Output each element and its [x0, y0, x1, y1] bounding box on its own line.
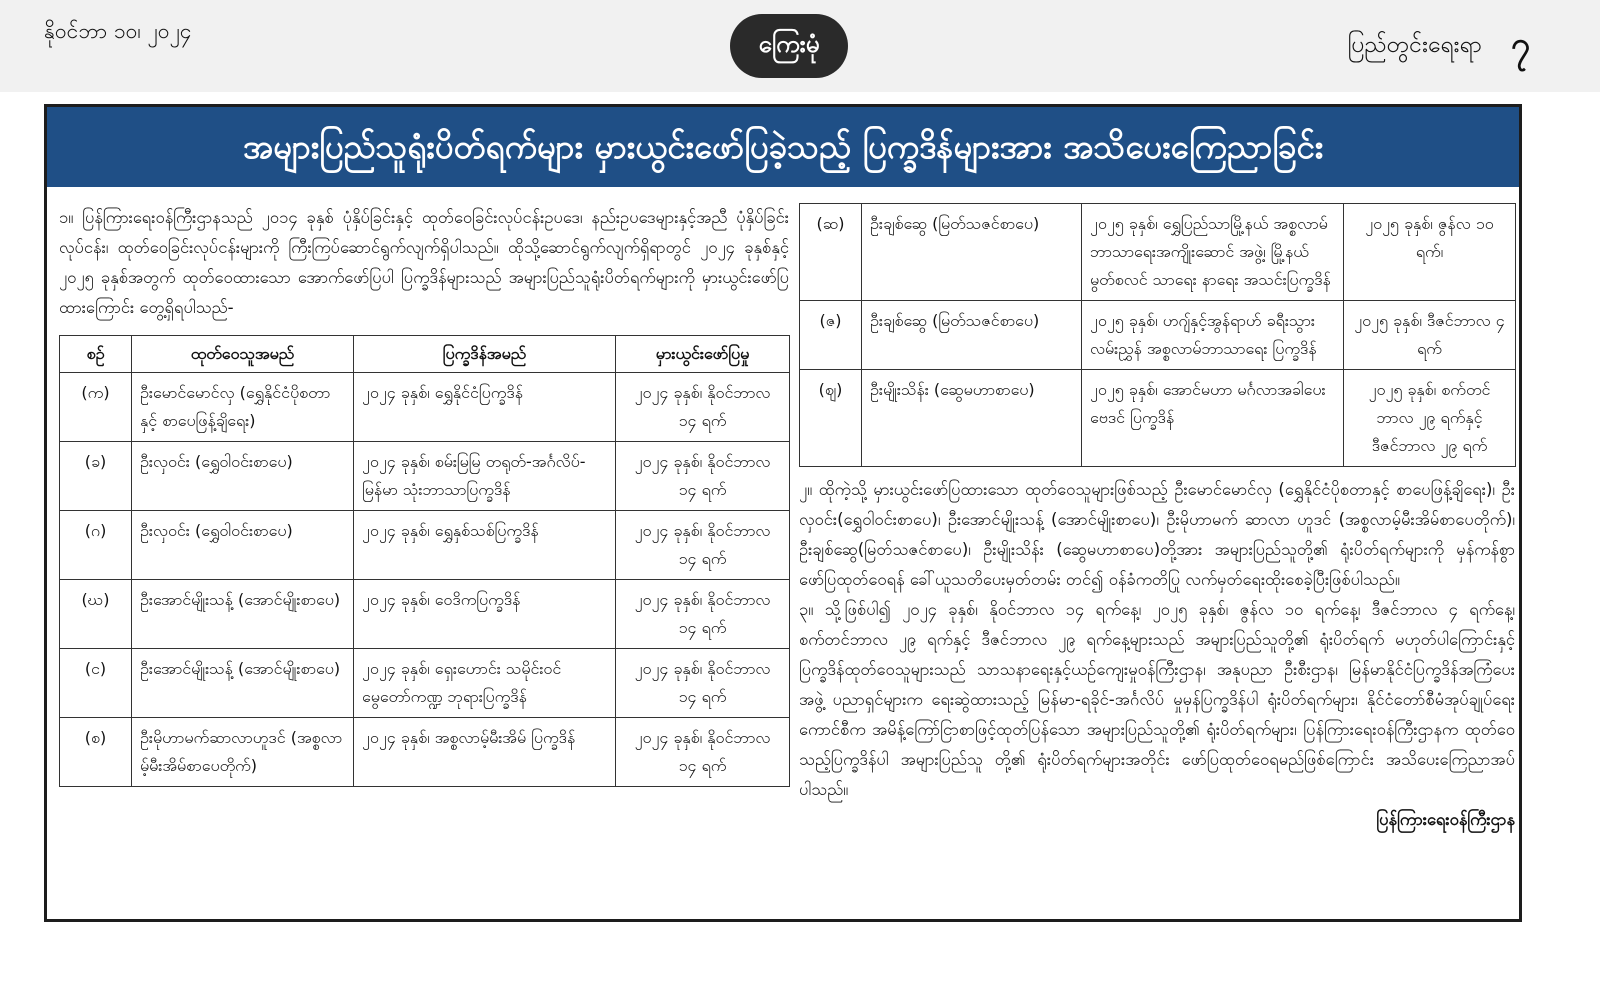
- row-no: (ဂ): [60, 511, 132, 580]
- table-row: [60, 511, 790, 580]
- calendar-error-table-continued: [799, 203, 1516, 467]
- row-error: ၂၀၂၄ ခုနှစ်၊ နိုဝင်ဘာလ ၁၄ ရက်: [616, 718, 790, 787]
- table-row: [800, 204, 1516, 301]
- row-error: ၂၀၂၄ ခုနှစ်၊ နိုဝင်ဘာလ ၁၄ ရက်: [616, 442, 790, 511]
- table-row: [60, 442, 790, 511]
- table-row: [60, 649, 790, 718]
- masthead-logo: ကြေးမုံ: [730, 14, 848, 78]
- paragraph-3: ၃။ သို့ဖြစ်ပါ၍ ၂၀၂၄ ခုနှစ်၊ နိုဝင်ဘာလ ၁၄ ရက်နေ့၊ ၂၀၂၅ ခုနှစ်၊ ဇွန်လ ၁၀ ရက်နေ့၊ ဒီဇင်ဘာလ ၄ ရက်နေ့၊ စက်တင်ဘာလ ၂၉ ရက်နှင့် ဒီဇင်ဘာလ ၂၉ ရက်နေ့များသည် အများပြည်သူတို့၏ ရုံးပိတ်ရက် မဟုတ်ပါကြောင်းနှင့် ပြက္ခဒိန်ထုတ်ဝေသူများသည် သာသနာရေးနှင့်ယဉ်ကျေးမှုဝန်ကြီးဌာန၊ အနုပညာ ဦးစီးဌာန၊ မြန်မာနိုင်ငံပြက္ခဒိန်အကြံပေးအဖွဲ့ ပညာရှင်များက ရေးဆွဲထားသည့် မြန်မာ-ရခိုင်-အင်္ဂလိပ် မှုမှန်ပြက္ခဒိန်ပါ ရုံးပိတ်ရက်များ၊ နိုင်ငံတော်စီမံအုပ်ချုပ်ရေးကောင်စီက အမိန့်ကြော်ငြာစာဖြင့်ထုတ်ပြန်သော အများပြည်သူတို့၏ ရုံးပိတ်ရက်များ၊ ပြန်ကြားရေးဝန်ကြီးဌာနက ထုတ်ဝေသည့်ပြက္ခဒိန်ပါ အများပြည်သူ တို့၏ ရုံးပိတ်ရက်များအတိုင်း ဖော်ပြထုတ်ဝေရမည်ဖြစ်ကြောင်း အသိပေးကြေညာအပ်ပါသည်။: [799, 600, 1515, 799]
- issuing-ministry-signature: ပြန်ကြားရေးဝန်ကြီးဌာန: [1376, 810, 1515, 829]
- header-error: မှားယွင်းဖော်ပြမှု: [616, 336, 790, 373]
- announcement-title: အများပြည်သူရုံးပိတ်ရက်များ မှားယွင်းဖော်ပြခဲ့သည့် ပြက္ခဒိန်များအား အသိပေးကြေညာခြင်း: [47, 107, 1519, 187]
- row-no: (င): [60, 649, 132, 718]
- row-calendar: ၂၀၂၅ ခုနှစ်၊ အောင်မဟာ မင်္ဂလာအခါပေးဗေဒင် ပြက္ခဒိန်: [1082, 370, 1344, 467]
- calendar-error-table: [59, 335, 790, 787]
- row-error: ၂၀၂၄ ခုနှစ်၊ နိုဝင်ဘာလ ၁၄ ရက်: [616, 511, 790, 580]
- section-name: ပြည်တွင်းရေးရာ: [1347, 32, 1482, 58]
- header-no: စဉ်: [60, 336, 132, 373]
- row-no: (ဆ): [800, 204, 862, 301]
- row-calendar: ၂၀၂၄ ခုနှစ်၊ အစ္စလာမ့်မီးအိမ် ပြက္ခဒိန်: [354, 718, 616, 787]
- row-error: ၂၀၂၅ ခုနှစ်၊ စက်တင် ဘာလ ၂၉ ရက်နှင့် ဒီဇင်ဘာလ ၂၉ ရက်: [1344, 370, 1516, 467]
- row-publisher: ဦးလှဝင်း (ရွှေဝါဝင်းစာပေ): [132, 511, 354, 580]
- row-error: ၂၀၂၅ ခုနှစ်၊ ဒီဇင်ဘာလ ၄ ရက်: [1344, 301, 1516, 370]
- table-row: [60, 718, 790, 787]
- row-publisher: ဦးမောင်မောင်လှ (ရွှေနိုင်ငံပိုစတာနှင့် စာပေဖြန့်ချိရေး): [132, 373, 354, 442]
- header-publisher: ထုတ်ဝေသူအမည်: [132, 336, 354, 373]
- paragraph-2: ၂။ ထိုကဲ့သို့ မှားယွင်းဖော်ပြထားသော ထုတ်ဝေသူများဖြစ်သည့် ဦးမောင်မောင်လှ (ရွှေနိုင်ငံပိုစတာနှင့် စာပေဖြန့်ချိရေး)၊ ဦးလှဝင်း(ရွှေဝါဝင်းစာပေ)၊ ဦးအောင်မျိုးသန့် (အောင်မျိုးစာပေ)၊ ဦးမိုဟာမက် ဆာလာ ဟူဒင် (အစ္စလာမ့်မီးအိမ်စာပေတိုက်)၊ ဦးချစ်ဆွေ(မြတ်သဇင်စာပေ)၊ ဦးမျိုးသိန်း (ဆွေမဟာစာပေ)တို့အား အများပြည်သူတို့၏ ရုံးပိတ်ရက်များကို မှန်ကန်စွာဖော်ပြထုတ်ဝေရန် ခေါ်ယူသတိပေးမှတ်တမ်း တင်၍ ဝန်ခံကတိပြု လက်မှတ်ရေးထိုးစေခဲ့ပြီးဖြစ်ပါသည်။: [799, 480, 1515, 589]
- row-publisher: ဦးမျိုးသိန်း (ဆွေမဟာစာပေ): [862, 370, 1082, 467]
- row-no: (စ): [60, 718, 132, 787]
- row-no: (ခ): [60, 442, 132, 511]
- table-row: [60, 373, 790, 442]
- page-number: ၇: [1510, 25, 1530, 65]
- left-column: [59, 203, 789, 787]
- row-calendar: ၂၀၂၅ ခုနှစ်၊ ရွှေပြည်သာမြို့နယ် အစ္စလာမ်ဘာသာရေးအကျိုးဆောင် အဖွဲ့၊ မြို့နယ်မွတ်စလင် သာရေး နာရေး အသင်းပြက္ခဒိန်: [1082, 204, 1344, 301]
- row-error: ၂၀၂၄ ခုနှစ်၊ နိုဝင်ဘာလ ၁၄ ရက်: [616, 649, 790, 718]
- row-error: ၂၀၂၄ ခုနှစ်၊ နိုဝင်ဘာလ ၁၄ ရက်: [616, 373, 790, 442]
- row-publisher: ဦးလှဝင်း (ရွှေဝါဝင်းစာပေ): [132, 442, 354, 511]
- row-calendar: ၂၀၂၄ ခုနှစ်၊ ရွှေနှစ်သစ်ပြက္ခဒိန်: [354, 511, 616, 580]
- row-calendar: ၂၀၂၄ ခုနှစ်၊ ဝေဒိကပြက္ခဒိန်: [354, 580, 616, 649]
- announcement-box: [44, 104, 1522, 922]
- row-no: (ဃ): [60, 580, 132, 649]
- row-error: ၂၀၂၅ ခုနှစ်၊ ဇွန်လ ၁၀ ရက်၊: [1344, 204, 1516, 301]
- row-calendar: ၂၀၂၅ ခုနှစ်၊ ဟဂျ်နှင့်အွန်ရာဟ် ခရီးသွားလမ်းညွှန် အစ္စလာမ်ဘာသာရေး ပြက္ခဒိန်: [1082, 301, 1344, 370]
- right-column: [799, 203, 1515, 852]
- table-header-row: [60, 336, 790, 373]
- header-calendar: ပြက္ခဒိန်အမည်: [354, 336, 616, 373]
- row-publisher: ဦးအောင်မျိုးသန့် (အောင်မျိုးစာပေ): [132, 580, 354, 649]
- issue-date: နိုဝင်ဘာ ၁၀၊ ၂၀၂၄: [44, 19, 192, 43]
- row-no: (ဈ): [800, 370, 862, 467]
- table-row: [800, 301, 1516, 370]
- paragraph-1: ၁။ ပြန်ကြားရေးဝန်ကြီးဌာနသည် ၂၀၁၄ ခုနှစ် ပုံနှိပ်ခြင်းနှင့် ထုတ်ဝေခြင်းလုပ်ငန်းဥပဒေ၊ နည်းဥပဒေများနှင့်အညီ ပုံနှိပ်ခြင်းလုပ်ငန်း၊ ထုတ်ဝေခြင်းလုပ်ငန်းများကို ကြီးကြပ်ဆောင်ရွက်လျက်ရှိပါသည်။ ထိုသို့ဆောင်ရွက်လျက်ရှိရာတွင် ၂၀၂၄ ခုနှစ်နှင့် ၂၀၂၅ ခုနှစ်အတွက် ထုတ်ဝေထားသော အောက်ဖော်ပြပါ ပြက္ခဒိန်များသည် အများပြည်သူရုံးပိတ်ရက်များကို မှားယွင်းဖော်ပြထားကြောင်း တွေ့ရှိရပါသည်-: [59, 208, 789, 317]
- row-calendar: ၂၀၂၄ ခုနှစ်၊ ရွှေနိုင်ငံပြက္ခဒိန်: [354, 373, 616, 442]
- table-row: [800, 370, 1516, 467]
- row-no: (ဇ): [800, 301, 862, 370]
- row-publisher: ဦးချစ်ဆွေ (မြတ်သဇင်စာပေ): [862, 301, 1082, 370]
- row-error: ၂၀၂၄ ခုနှစ်၊ နိုဝင်ဘာလ ၁၄ ရက်: [616, 580, 790, 649]
- row-calendar: ၂၀၂၄ ခုနှစ်၊ ရှေးဟောင်း သမိုင်းဝင်မွေတော်ကဏ္ဍ ဘုရားပြက္ခဒိန်: [354, 649, 616, 718]
- row-no: (က): [60, 373, 132, 442]
- row-publisher: ဦးအောင်မျိုးသန့် (အောင်မျိုးစာပေ): [132, 649, 354, 718]
- newspaper-header: [0, 0, 1600, 92]
- row-publisher: ဦးချစ်ဆွေ (မြတ်သဇင်စာပေ): [862, 204, 1082, 301]
- table-row: [60, 580, 790, 649]
- row-calendar: ၂၀၂၄ ခုနှစ်၊ စမ်းမြမြ တရုတ်-အင်္ဂလိပ်-မြန်မာ သုံးဘာသာပြက္ခဒိန်: [354, 442, 616, 511]
- row-publisher: ဦးမိုဟာမက်ဆာလာဟူဒင် (အစ္စလာမ့်မီးအိမ်စာပေတိုက်): [132, 718, 354, 787]
